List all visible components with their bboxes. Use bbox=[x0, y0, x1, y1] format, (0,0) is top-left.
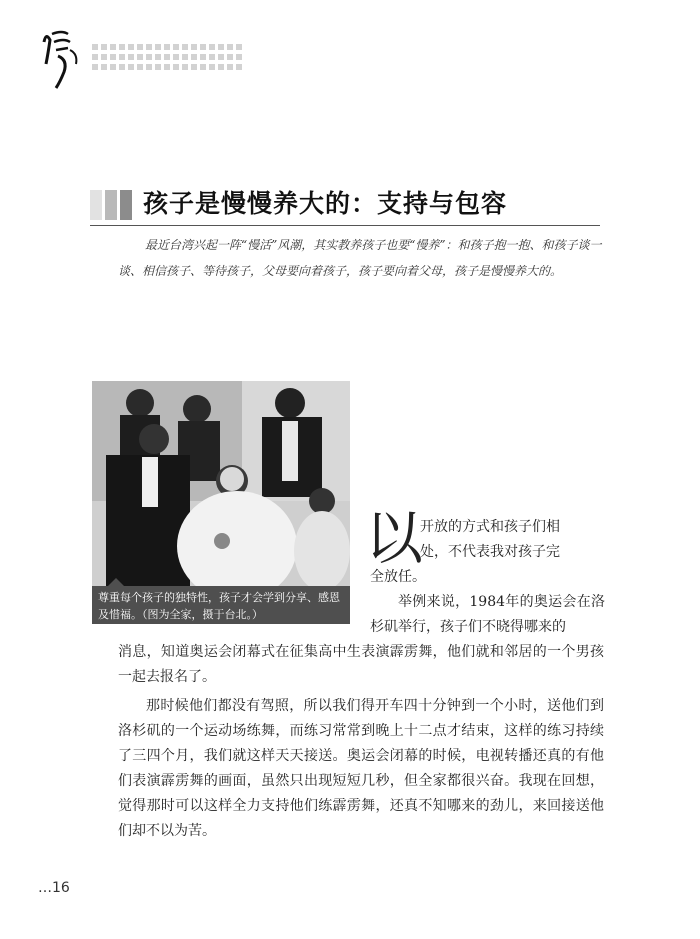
article-intro: 最近台湾兴起一阵“慢活”风潮，其实教养孩子也要“慢养”：和孩子抱一抱、和孩子谈一谈、相信孩子、等待孩子，父母要向着孩子，孩子要向着父母，孩子是慢慢养大的。 bbox=[118, 238, 602, 278]
photo-caption: 尊重每个孩子的独特性，孩子才会学到分享、感恩及惜福。（图为全家，摄于台北。） bbox=[92, 586, 350, 624]
article-title: 孩子是慢慢养大的：支持与包容 bbox=[143, 189, 508, 218]
opening-line-2: 处，不代表我对孩子完 bbox=[420, 544, 560, 560]
paragraph-2: 那时候他们都没有驾照，所以我们得开车四十分钟到一个小时，送他们到洛杉矶的一个运动场练舞，而练习常常到晚上十二点才结束，这样的练习持续了三四个月，我们就这样天天接送。奥运会闭幕的时候，电视转播还真的有他们表演霹雳舞的画面，虽然只出现短短几秒，但全家都很兴奋。我现在回想，觉得那时可以这样全力支持他们练霹雳舞，还真不知哪来的劲儿，来回接送他们却不以为苦。 bbox=[118, 698, 604, 839]
paragraph-1-continued: 消息，知道奥运会闭幕式在征集高中生表演霹雳舞，他们就和邻居的一个男孩一起去报名了。 bbox=[118, 644, 604, 685]
caption-pointer bbox=[108, 578, 124, 586]
opening-line-3: 全放任。 bbox=[370, 569, 426, 585]
title-divider bbox=[90, 225, 600, 226]
opening-lines bbox=[420, 515, 610, 565]
calligraphy-logo-icon bbox=[38, 20, 86, 90]
paragraph-wrap bbox=[370, 565, 605, 640]
header-decorative-text-pattern bbox=[92, 44, 252, 84]
title-bars-ornament bbox=[90, 190, 132, 220]
family-photo-image-icon bbox=[92, 381, 350, 586]
page-number: …16 bbox=[38, 880, 70, 896]
header-calligraphy-logo bbox=[38, 20, 86, 90]
paragraph-1-start: 举例来说，1984年的奥运会在洛杉矶举行，孩子们不晓得哪来的 bbox=[370, 594, 605, 635]
family-photo bbox=[92, 381, 350, 586]
drop-cap: 以 bbox=[365, 504, 424, 572]
opening-line-1: 开放的方式和孩子们相 bbox=[420, 519, 560, 535]
